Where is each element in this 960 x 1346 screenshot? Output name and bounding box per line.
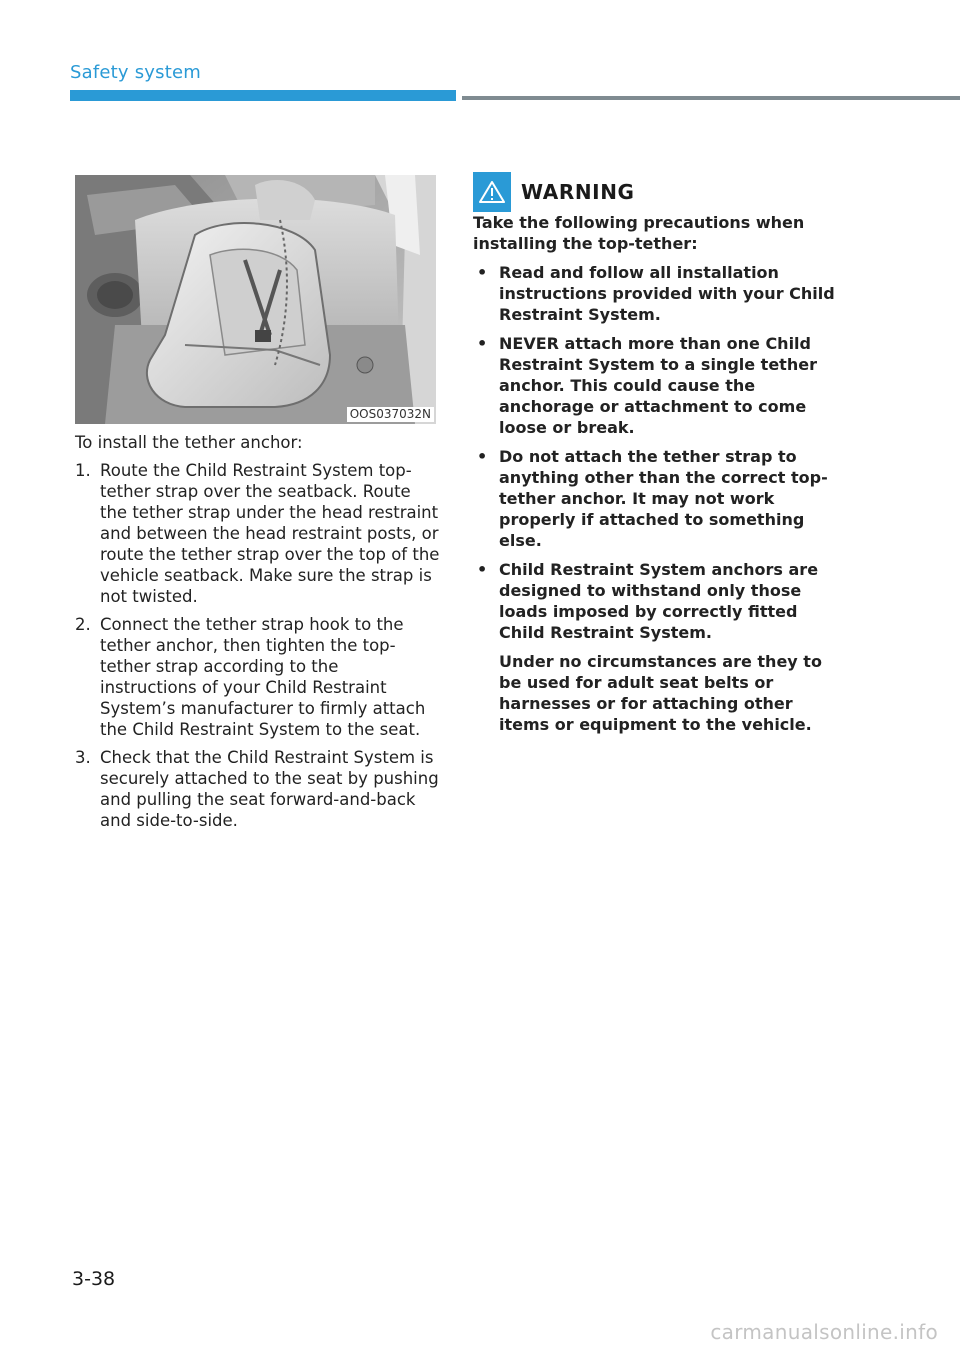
step-number: 2. <box>75 615 91 634</box>
warning-item-text: Do not attach the tether strap to anything other than the correct top-tether anchor. It may not work properly if attached to something else. <box>499 447 828 550</box>
installation-instructions <box>75 432 440 838</box>
warning-item-text: Read and follow all installation instructions provided with your Child Restraint System. <box>499 263 835 324</box>
step-text: Check that the Child Restraint System is securely attached to the seat by pushing and pulling the seat forward-and-back and side-to-side. <box>100 748 439 830</box>
step-text: Connect the tether strap hook to the tether anchor, then tighten the top-tether strap according to the instructions of your Child Restraint System’s manufacturer to firmly attach the Child Restraint System to the seat. <box>100 615 426 739</box>
page-number: 3-38 <box>72 1268 116 1290</box>
warning-header <box>473 172 843 212</box>
step-number: 3. <box>75 748 91 767</box>
child-seat-figure <box>75 175 436 424</box>
bullet-icon: • <box>477 560 488 579</box>
warning-title: WARNING <box>521 179 635 204</box>
warning-item <box>473 333 843 438</box>
header-accent-bar <box>70 90 456 101</box>
child-seat-illustration <box>75 175 436 424</box>
watermark: carmanualsonline.info <box>710 1320 938 1344</box>
warning-item <box>473 559 843 735</box>
section-title: Safety system <box>70 62 201 83</box>
step-text: Route the Child Restraint System top-tether strap over the seatback. Route the tether strap under the head restraint and between the head restraint posts, or route the tether strap over the top of the vehicle seatback. Make sure the strap is not twisted. <box>100 461 440 606</box>
figure-code: OOS037032N <box>347 407 434 422</box>
warning-item <box>473 446 843 551</box>
warning-item-text: Child Restraint System anchors are designed to withstand only those loads imposed by correctly fitted Child Restraint System. <box>499 560 819 642</box>
warning-triangle-icon <box>473 172 511 212</box>
warning-item-text: NEVER attach more than one Child Restraint System to a single tether anchor. This could cause the anchorage or attachment to come loose or break. <box>499 334 817 437</box>
warning-intro: Take the following precautions when installing the top-tether: <box>473 213 805 253</box>
bullet-icon: • <box>477 447 488 466</box>
step-item <box>75 460 440 607</box>
step-number: 1. <box>75 461 91 480</box>
warning-item-note: Under no circumstances are they to be used for adult seat belts or harnesses or for attaching other items or equipment to the vehicle. <box>499 652 822 734</box>
warning-item <box>473 262 843 325</box>
warning-list <box>473 262 843 735</box>
bullet-icon: • <box>477 334 488 353</box>
instructions-intro: To install the tether anchor: <box>75 433 303 452</box>
warning-box <box>473 172 843 743</box>
bullet-icon: • <box>477 263 488 282</box>
steps-list <box>75 460 440 831</box>
header-divider <box>462 96 960 100</box>
step-item <box>75 747 440 831</box>
step-item <box>75 614 440 740</box>
